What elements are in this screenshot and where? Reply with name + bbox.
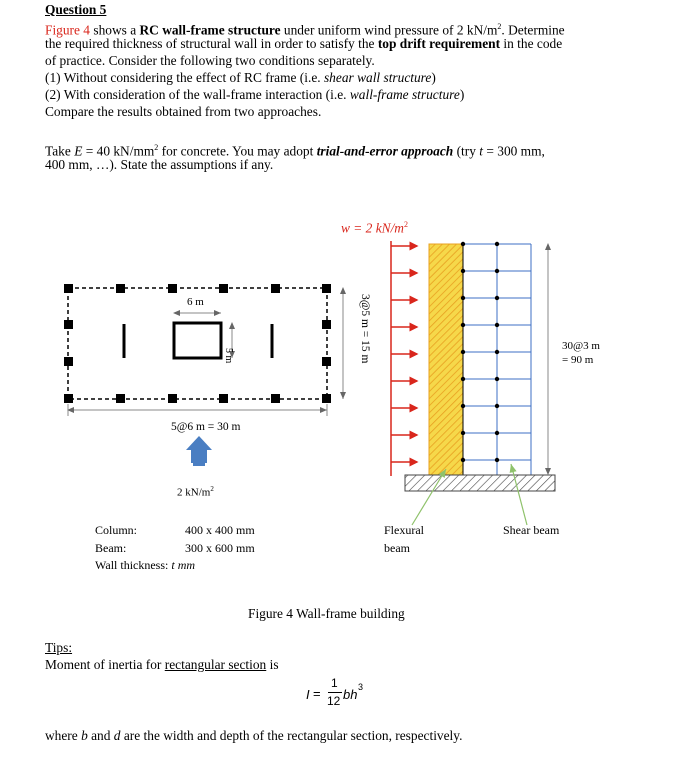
plan-core-wall xyxy=(174,323,221,358)
depth-label: 5 m xyxy=(223,348,234,364)
tips-line-1: Moment of inertia for rectangular section is xyxy=(45,657,279,672)
shear-beam-pointer xyxy=(511,464,527,525)
right-dimension-label-2: = 90 m xyxy=(562,354,594,366)
load-label: w = 2 $kN/m^2$ xyxy=(341,220,408,236)
beam-key: Beam: xyxy=(95,541,127,555)
column-key: Column: xyxy=(95,523,138,537)
question-line-3: of practice. Consider the following two conditions separately. xyxy=(45,53,375,68)
moment-of-inertia-formula: I = 1 12 bh 3 xyxy=(306,676,364,708)
wind-direction-arrow xyxy=(186,436,212,466)
wall-thickness: Wall thickness: t mm xyxy=(95,558,196,572)
height-label: 3@5 m = 15 m xyxy=(359,294,371,364)
question-line-8: 400 mm, …). State the assumptions if any. xyxy=(45,157,274,172)
question-line-2: the required thickness of structural wall in order to satisfy the top drift requirement in the code xyxy=(45,36,563,51)
question-heading: Question 5 xyxy=(45,2,107,17)
wind-load-arrows xyxy=(391,241,417,476)
question-line-6: Compare the results obtained from two approaches. xyxy=(45,104,322,119)
flexural-beam-label-1: Flexural xyxy=(384,523,424,537)
question-line-5: (2) With consideration of the wall-frame interaction (i.e. wall-frame structure) xyxy=(45,87,465,102)
structural-wall xyxy=(429,244,463,475)
tips-line-2: where b and d are the width and depth of the rectangular section, respectively. xyxy=(45,728,463,743)
figure-caption: Figure 4 Wall-frame building xyxy=(248,606,405,621)
question-line-4: (1) Without considering the effect of RC frame (i.e. shear wall structure) xyxy=(45,70,436,85)
elevation-frame xyxy=(461,242,531,475)
right-dimension-label-1: 30@3 m xyxy=(562,340,600,352)
tips-heading: Tips: xyxy=(45,640,73,655)
column-value: 400 x 400 mm xyxy=(185,523,255,537)
span-label: 5@6 m = 30 m xyxy=(171,421,241,433)
question-line-1: Figure 4 shows a RC wall-frame structure under uniform wind pressure of 2 $kN/m^2$. Determine xyxy=(45,22,565,38)
flexural-beam-label-2: beam xyxy=(384,541,410,555)
beam-value: 300 x 600 mm xyxy=(185,541,255,555)
ground-support xyxy=(405,475,555,491)
figure-reference: Figure 4 xyxy=(45,22,91,38)
wind-pressure-label: 2 $kN/m^2$ xyxy=(177,485,214,499)
question-line-7: Take E = 40 $kN/mm^2$ for concrete. You may adopt trial-and-error approach (try t = 300 mm, xyxy=(45,143,545,159)
bay-label: 6 m xyxy=(187,296,204,308)
shear-beam-label: Shear beam xyxy=(503,523,560,537)
